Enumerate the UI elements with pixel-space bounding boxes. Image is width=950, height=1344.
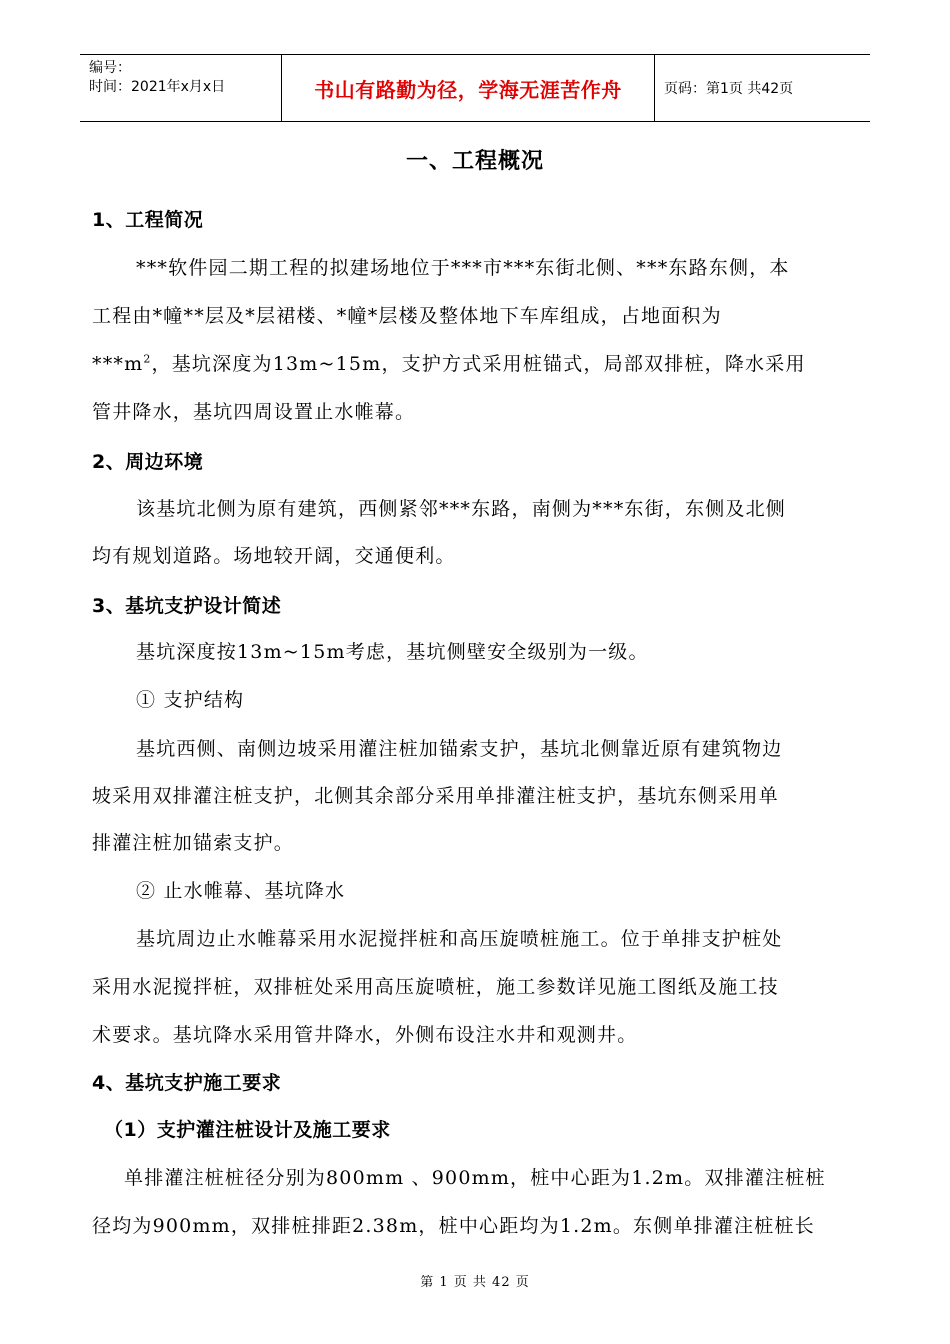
paragraph-line: 术要求。基坑降水采用管井降水，外侧布设注水井和观测井。 [92,1024,638,1046]
subheading-support-structure: ① 支护结构 [136,689,245,711]
text-span: ***m [92,353,144,375]
paragraph-line: 该基坑北侧为原有建筑，西侧紧邻***东路，南侧为***东街，东侧及北侧 [136,498,787,520]
section-heading-1: 1、工程简况 [92,209,204,231]
page-title: 一、工程概况 [405,149,544,174]
paragraph-line: 工程由*幢**层及*层裙楼、*幢*层楼及整体地下车库组成，占地面积为 [92,305,722,327]
paragraph-line: 单排灌注桩桩径分别为800mm 、900mm，桩中心距为1.2m。双排灌注桩桩 [124,1167,826,1189]
page-footer: 第 1 页 共 42 页 [420,1275,530,1290]
paragraph-line [92,349,806,376]
header-page-info: 页码：第1页 共42页 [664,81,794,97]
paragraph-line: 采用水泥搅拌桩，双排桩处采用高压旋喷桩，施工参数详见施工图纸及施工技 [92,976,779,998]
paragraph-line: 径均为900mm，双排桩排距2.38m，桩中心距均为1.2m。东侧单排灌注桩桩长 [92,1215,815,1237]
header-motto: 书山有路勤为径，学海无涯苦作舟 [282,55,655,121]
paragraph-line: 管井降水，基坑四周设置止水帷幕。 [92,401,416,423]
text-span: ，基坑深度为13m~15m，支护方式采用桩锚式，局部双排桩，降水采用 [151,353,806,375]
paragraph-line: ***软件园二期工程的拟建场地位于***市***东街北侧、***东路东侧，本 [136,257,790,279]
paragraph-line: 基坑周边止水帷幕采用水泥搅拌桩和高压旋喷桩施工。位于单排支护桩处 [136,928,783,950]
time-label: 时间：2021年x月x日 [89,79,226,95]
paragraph-line: 基坑深度按13m~15m考虑，基坑侧壁安全级别为一级。 [136,641,649,663]
section-heading-2: 2、周边环境 [92,451,204,473]
section-heading-3: 3、基坑支护设计简述 [92,595,282,617]
subheading-pile-requirements: （1）支护灌注桩设计及施工要求 [104,1119,391,1141]
paragraph-line: 均有规划道路。场地较开阔，交通便利。 [92,545,456,567]
paragraph-line: 坡采用双排灌注桩支护，北侧其余部分采用单排灌注桩支护，基坑东侧采用单 [92,785,779,807]
paragraph-line: 排灌注桩加锚索支护。 [92,832,295,854]
code-label: 编号： [89,60,131,76]
header-meta-cell [80,55,282,121]
subheading-waterproof-curtain: ② 止水帷幕、基坑降水 [136,880,346,902]
superscript: 2 [143,352,152,366]
paragraph-line: 基坑西侧、南侧边坡采用灌注桩加锚索支护，基坑北侧靠近原有建筑物边 [136,738,783,760]
section-heading-4: 4、基坑支护施工要求 [92,1072,282,1094]
document-header [80,54,870,122]
